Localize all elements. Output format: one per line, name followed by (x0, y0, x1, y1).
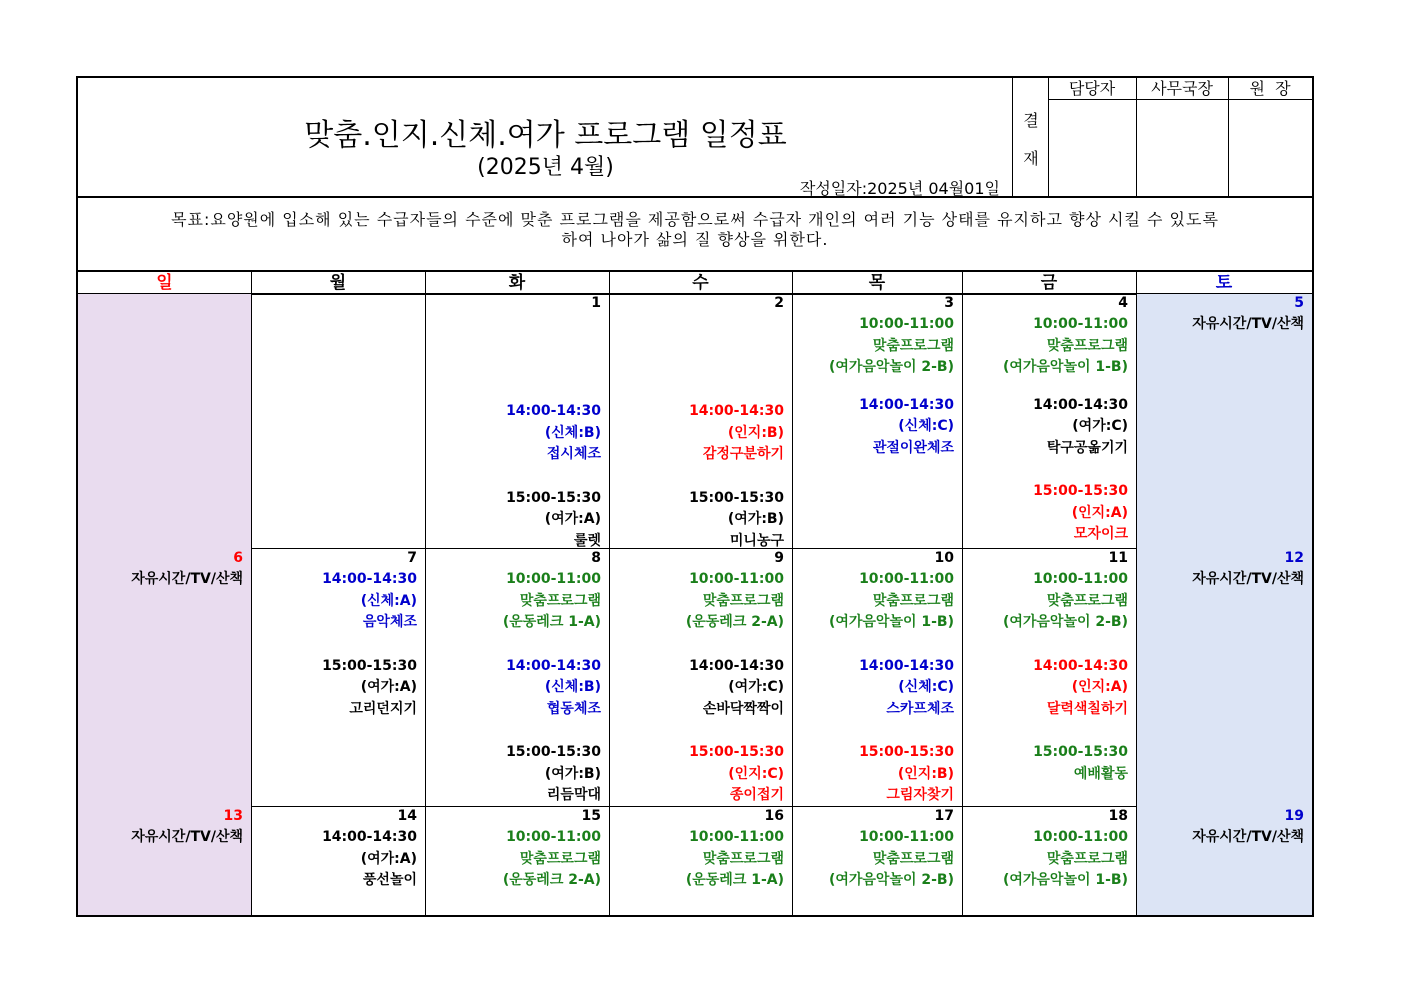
session-name: 협동체조 (546, 700, 601, 717)
date-number: 2 (774, 295, 784, 311)
date-number: 17 (934, 808, 954, 824)
created-date: 작성일자:2025년 04월01일 (799, 179, 1000, 198)
session-time: 10:00-11:00 (859, 829, 954, 845)
session (962, 395, 1128, 460)
day-header-thu: 목 (868, 273, 886, 293)
session-category: (여가:C) (728, 679, 784, 695)
day-header-wed: 수 (692, 273, 709, 293)
session-time: 14:00-14:30 (689, 657, 784, 674)
session (962, 314, 1128, 379)
session-time: 15:00-15:30 (322, 657, 417, 674)
session-time: 10:00-11:00 (1033, 316, 1128, 332)
session (425, 656, 601, 721)
date-number: 16 (764, 808, 784, 824)
day-cell-16 (609, 805, 792, 892)
session (251, 656, 417, 721)
session-name: (여가음악놀이 2-B) (828, 359, 954, 375)
free-time-note: 자유시간/TV/산책 (1192, 829, 1304, 845)
session-name: (운동레크 2-A) (502, 872, 601, 888)
session (425, 827, 601, 892)
session (962, 742, 1128, 785)
session-time: 14:00-14:30 (859, 396, 954, 413)
date-number: 6 (233, 550, 243, 566)
day-cell-11 (962, 547, 1136, 785)
session-category: (여가:A) (360, 679, 417, 695)
day-cell-3 (792, 292, 962, 459)
day-cell-1 (425, 292, 609, 552)
day-cell-7 (251, 547, 425, 720)
session (609, 742, 784, 807)
session-name: 고리던지기 (349, 700, 417, 717)
session (609, 656, 784, 721)
day-cell-19 (1136, 805, 1312, 849)
date-number: 9 (774, 550, 784, 566)
session (425, 488, 601, 553)
approval-label-bottom: 재 (1023, 149, 1039, 168)
session-category: (인지:B) (897, 765, 954, 782)
approval-role-director: 원 장 (1249, 79, 1291, 98)
session-time: 15:00-15:30 (506, 744, 601, 760)
session-category: 맞춤프로그램 (702, 850, 784, 867)
session-name: 풍선놀이 (362, 872, 417, 888)
date-number: 3 (944, 295, 954, 311)
session-time: 14:00-14:30 (322, 829, 417, 845)
session-category: (인지:A) (1071, 504, 1128, 521)
session-name: (여가음악놀이 2-B) (1002, 614, 1128, 630)
session-category: (여가:C) (1072, 418, 1128, 434)
session-time: 10:00-11:00 (506, 571, 601, 587)
session-time: 14:00-14:30 (1033, 657, 1128, 674)
page-title: 맞춤.인지.신체.여가 프로그램 일정표 (304, 118, 787, 153)
date-number: 18 (1108, 808, 1128, 824)
session-name: 음악체조 (362, 614, 417, 630)
approval-label-top: 결 (1023, 111, 1039, 130)
session (792, 827, 954, 892)
session-time: 15:00-15:30 (506, 489, 601, 506)
day-header-sun: 일 (156, 273, 173, 293)
day-cell-17 (792, 805, 962, 892)
approval-role-staff: 담당자 (1068, 79, 1116, 98)
session-time: 10:00-11:00 (506, 829, 601, 845)
date-number: 1 (591, 295, 601, 311)
session-time: 10:00-11:00 (859, 571, 954, 587)
session (609, 488, 784, 553)
session (962, 569, 1128, 634)
session-category: 맞춤프로그램 (519, 592, 601, 609)
free-time-note: 자유시간/TV/산책 (1192, 316, 1304, 332)
goal-line-1: 목표:요양원에 입소해 있는 수급자들의 수준에 맞춘 프로그램을 제공함으로써 수급자 개인의 여러 기능 상태를 유지하고 향상 시킬 수 있도록 (171, 210, 1219, 229)
session (962, 481, 1128, 546)
session-name: (여가음악놀이 2-B) (828, 872, 954, 888)
session-category: 맞춤프로그램 (872, 850, 954, 867)
session (251, 827, 417, 892)
session-time: 14:00-14:30 (506, 403, 601, 419)
session (609, 401, 784, 466)
session-category: 맞춤프로그램 (1046, 337, 1128, 354)
session-time: 15:00-15:30 (689, 744, 784, 760)
session-name: 리듬막대 (546, 787, 601, 803)
session-name: 접시체조 (546, 446, 601, 462)
date-number: 4 (1118, 295, 1128, 311)
session-time: 10:00-11:00 (689, 829, 784, 845)
day-header-fri: 금 (1040, 273, 1058, 293)
session-name: (여가음악놀이 1-B) (1002, 872, 1128, 888)
date-number: 8 (591, 550, 601, 566)
session-category: (인지:A) (1071, 679, 1128, 695)
approval-divider (1012, 78, 1013, 196)
date-number: 5 (1294, 295, 1304, 311)
goal-statement (78, 210, 1312, 250)
session-category: 맞춤프로그램 (702, 592, 784, 609)
session-category: (인지:C) (728, 765, 784, 782)
session-category: (신체:C) (898, 679, 954, 695)
day-cell-15 (425, 805, 609, 892)
session-name: 달력색칠하기 (1046, 700, 1128, 717)
session-name: (운동레크 2-A) (685, 614, 784, 630)
session-name: (여가음악놀이 1-B) (1002, 359, 1128, 375)
session-name: (운동레크 1-A) (685, 872, 784, 888)
session-name: 그림자찾기 (886, 787, 954, 803)
date-number: 11 (1108, 550, 1128, 566)
session-name: 종이접기 (729, 787, 784, 803)
session-time: 10:00-11:00 (689, 571, 784, 587)
session-time: 15:00-15:30 (1033, 744, 1128, 760)
date-number: 12 (1284, 550, 1304, 566)
session-category: (여가:A) (360, 850, 417, 867)
approval-role-secretary: 사무국장 (1151, 79, 1213, 98)
session (962, 827, 1128, 892)
session-category: 맞춤프로그램 (872, 592, 954, 609)
session (425, 401, 601, 466)
date-number: 14 (397, 808, 417, 824)
day-cell-8 (425, 547, 609, 807)
session-category: 예배활동 (1073, 765, 1128, 782)
session-time: 10:00-11:00 (1033, 571, 1128, 587)
session-name: 룰렛 (573, 532, 601, 549)
session-name: 관절이완체조 (872, 439, 954, 456)
day-header-sat: 토 (1215, 273, 1233, 293)
day-cell-10 (792, 547, 962, 807)
session (792, 742, 954, 807)
session-time: 10:00-11:00 (859, 316, 954, 332)
session-name: 손바닥짝짝이 (702, 700, 784, 717)
date-number: 15 (581, 808, 601, 824)
day-cell-13 (78, 805, 251, 849)
session (792, 656, 954, 721)
session-category: (신체:B) (544, 679, 601, 695)
date-number: 13 (223, 808, 243, 824)
free-time-note: 자유시간/TV/산책 (1192, 571, 1304, 587)
schedule-sheet (76, 76, 1314, 917)
session-category: 맞춤프로그램 (1046, 850, 1128, 867)
session-category: (여가:A) (544, 511, 601, 527)
session-name: 감정구분하기 (702, 446, 784, 462)
session-category: 맞춤프로그램 (1046, 592, 1128, 609)
session-category: (신체:B) (544, 424, 601, 441)
session-name: 스카프체조 (886, 700, 954, 717)
day-cell-18 (962, 805, 1136, 892)
session-time: 14:00-14:30 (859, 657, 954, 674)
session-category: (신체:A) (360, 592, 417, 609)
session-time: 15:00-15:30 (1033, 483, 1128, 499)
session-name: 탁구공옮기기 (1046, 439, 1128, 456)
page-subtitle: (2025년 4월) (477, 155, 614, 180)
date-number: 19 (1284, 808, 1304, 824)
date-number: 7 (407, 550, 417, 566)
day-header-mon: 월 (329, 273, 347, 293)
session (425, 742, 601, 807)
day-header-tue: 화 (508, 273, 526, 293)
session-time: 14:00-14:30 (506, 657, 601, 674)
session (792, 314, 954, 379)
divider (78, 196, 1312, 198)
day-cell-12 (1136, 547, 1312, 591)
session-time: 14:00-14:30 (689, 403, 784, 419)
session-time: 15:00-15:30 (689, 489, 784, 506)
session (251, 569, 417, 634)
free-time-note: 자유시간/TV/산책 (131, 829, 243, 845)
day-cell-9 (609, 547, 792, 807)
session (425, 569, 601, 634)
day-cell-2 (609, 292, 792, 552)
session-category: (신체:C) (898, 418, 954, 434)
session-category: 맞춤프로그램 (872, 337, 954, 354)
session-time: 15:00-15:30 (859, 744, 954, 760)
session-name: (운동레크 1-A) (502, 614, 601, 630)
session (792, 569, 954, 634)
session (962, 656, 1128, 721)
session-time: 14:00-14:30 (1033, 396, 1128, 413)
date-number: 10 (934, 550, 954, 566)
goal-line-2: 하여 나아가 삶의 질 향상을 위한다. (561, 230, 829, 249)
session-name: 모자이크 (1073, 526, 1128, 542)
session (792, 395, 954, 460)
session-category: (여가:B) (727, 511, 784, 527)
free-time-note: 자유시간/TV/산책 (131, 571, 243, 587)
session-time: 10:00-11:00 (1033, 829, 1128, 845)
day-cell-5 (1136, 292, 1312, 336)
day-cell-14 (251, 805, 425, 892)
session-name: 미니농구 (729, 532, 784, 549)
day-cell-4 (962, 292, 1136, 546)
session (609, 569, 784, 634)
session-time: 14:00-14:30 (322, 571, 417, 587)
session-category: 맞춤프로그램 (519, 850, 601, 867)
day-cell-6 (78, 547, 251, 591)
session-category: (인지:B) (727, 424, 784, 441)
session (609, 827, 784, 892)
session-name: (여가음악놀이 1-B) (828, 614, 954, 630)
session-category: (여가:B) (544, 765, 601, 782)
